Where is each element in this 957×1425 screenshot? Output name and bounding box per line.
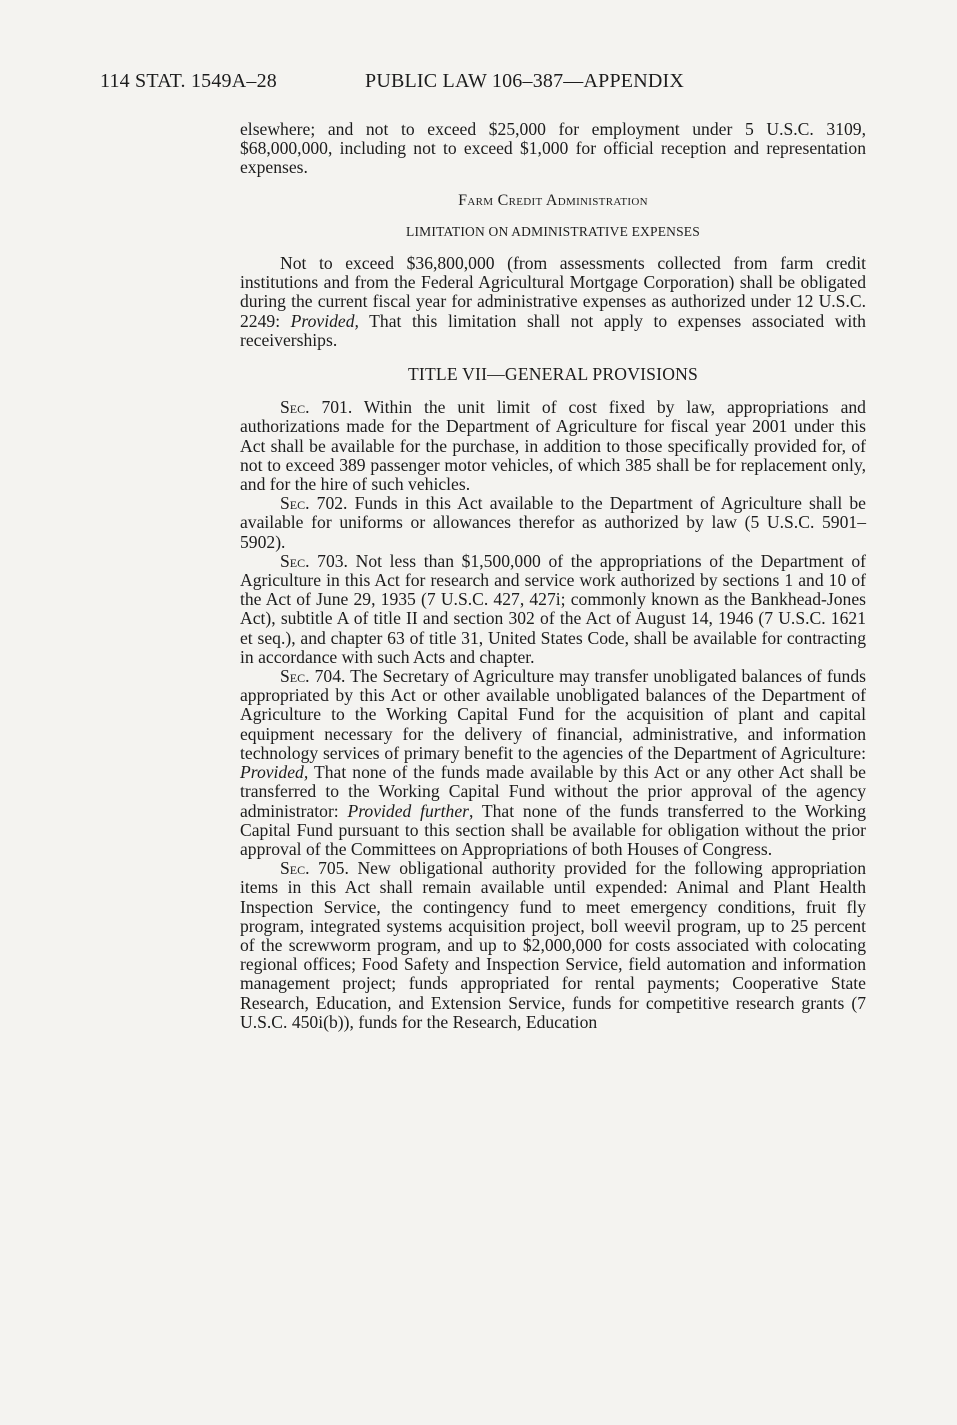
title-vii-heading: TITLE VII—GENERAL PROVISIONS (407, 364, 698, 385)
running-header (100, 70, 860, 100)
section-text-c: , That none of the funds transferred to the Working Capital Fund pursuant to this section shall be available for obligation without the prior approval of the Committees on Appropriations of both Houses of Congress. (240, 800, 866, 859)
section-702 (240, 494, 866, 552)
section-proviso-further: Provided further (347, 800, 469, 821)
section-704 (240, 667, 866, 859)
agency-heading: Farm Credit Administration (458, 191, 648, 209)
fca-proviso: Provided, (290, 310, 359, 331)
intro-paragraph: elsewhere; and not to exceed $25,000 for employment under 5 U.S.C. 3109, $68,000,000, including not to exceed $1,000 for official reception and representation expenses. (240, 119, 866, 178)
section-proviso: Provided, (240, 762, 309, 783)
section-label: Sec. 705. (280, 858, 349, 879)
section-705 (240, 859, 866, 1032)
section-text-a: The Secretary of Agriculture may transfer unobligated balances of funds appropriated by this Act or other available unobligated balances of the Department of Agriculture to the Working Capital Fund for the acquisition of plant and capital equipment necessary for the delivery of financial, administrative, and information technology services of primary benefit to the agencies of the Department of Agriculture: (240, 666, 866, 763)
section-701 (240, 398, 866, 494)
section-703 (240, 552, 866, 667)
section-text: Within the unit limit of cost fixed by law, appropriations and authorizations made for the Department of Agriculture for fiscal year 2001 under this Act shall be available for the purchase, in addition to those specifically provided for, of not to exceed 389 passenger motor vehicles, of which 385 shall be for replacement only, and for the hire of such vehicles. (240, 397, 866, 495)
fca-paragraph (240, 254, 866, 350)
section-label: Sec. 701. (280, 397, 353, 418)
section-label: Sec. 703. (280, 550, 348, 571)
fca-text-before: Not to exceed $36,800,000 (from assessments collected from farm credit institutions and from the Federal Agricultural Mortgage Corporation) shall be obligated during the current fiscal year for administrative expenses as authorized under 12 U.S.C. 2249: (240, 253, 866, 331)
section-text: New obligational authority provided for the following appropriation items in this Act shall remain available until expended: Animal and Plant Health Inspection Service, the contingency fund to meet emergency conditions, fruit fly program, integrated systems acquisition project, boll weevil program, up to 25 percent of the screwworm program, and up to $2,000,000 for costs associated with colocating regional offices; Food Safety and Inspection Service, field automation and information management project; funds appropriated for rental payments; Cooperative State Research, Education, and Extension Service, funds for competitive research grants (7 U.S.C. 450i(b)), funds for the Research, Education (240, 858, 866, 1032)
section-text-b: That none of the funds made available by this Act or any other Act shall be transferred to the Working Capital Fund without the prior approval of the agency administrator: (240, 762, 866, 821)
limitation-subheading: LIMITATION ON ADMINISTRATIVE EXPENSES (406, 223, 700, 239)
section-text: Not less than $1,500,000 of the appropriations of the Department of Agriculture in this Act for research and service work authorized by sections 1 and 10 of the Act of June 29, 1935 (7 U.S.C. 427, 427i; commonly known as the Bankhead-Jones Act), subtitle A of title II and section 302 of the Act of August 14, 1946 (7 U.S.C. 1621 et seq.), and chapter 63 of title 31, United States Code, shall be available for contracting in accordance with such Acts and chapter. (240, 550, 866, 667)
body-text (240, 120, 866, 1032)
fca-text-after: That this limitation shall not apply to expenses associated with receiverships. (240, 310, 866, 350)
public-law-title: PUBLIC LAW 106–387—APPENDIX (365, 70, 684, 92)
statute-citation: 114 STAT. 1549A–28 (100, 70, 277, 92)
section-text: Funds in this Act available to the Department of Agriculture shall be available for uniforms or allowances therefor as authorized by law (5 U.S.C. 5901–5902). (240, 493, 866, 552)
section-label: Sec. 702. (280, 493, 348, 514)
section-label: Sec. 704. (280, 666, 346, 687)
